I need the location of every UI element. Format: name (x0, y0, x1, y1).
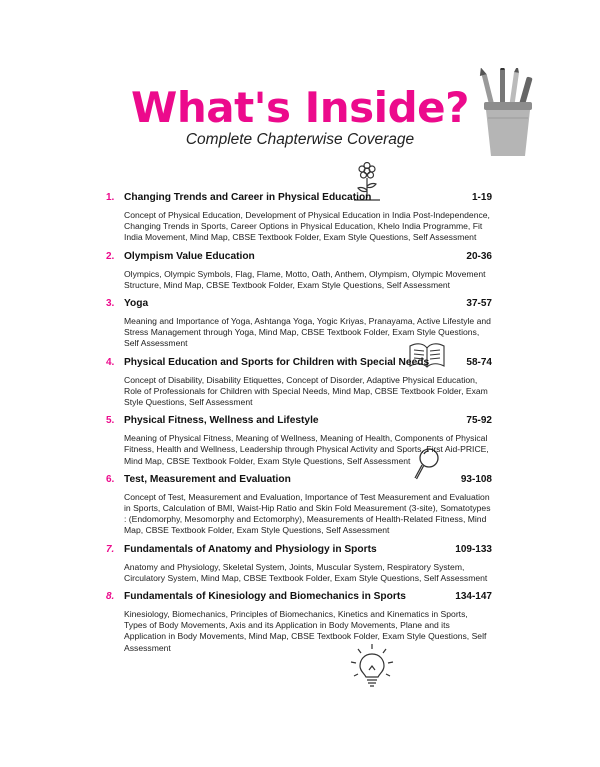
table-of-contents (106, 192, 492, 661)
chapter-title: Fundamentals of Anatomy and Physiology in Sports (124, 543, 377, 555)
chapter-title: Yoga (124, 298, 149, 310)
chapter-pages: 134-147 (455, 591, 492, 603)
chapter-4[interactable] (106, 357, 492, 409)
chapter-number: 1. (106, 192, 115, 203)
chapter-description: Olympics, Olympic Symbols, Flag, Flame, Motto, Oath, Anthem, Olympism, Olympic Movement Structure, Mind Map, CBSE Textbook Folder, Exam Style Questions, Self Assessment (124, 268, 486, 290)
chapter-pages: 93-108 (460, 473, 492, 485)
chapter-number: 6. (106, 473, 115, 485)
chapter-description: Concept of Physical Education, Development of Physical Education in India Post-Independence, Changing Trends in Sports, Career Options in Physical Education, Khelo India Programme, Fit India Movement, Mind Map, CBSE Textbook Folder, Exam Style Questions, Self Assessment (124, 210, 490, 243)
chapter-pages: 37-57 (466, 298, 492, 310)
chapter-number: 8. (106, 591, 115, 603)
chapter-pages: 75-92 (466, 415, 492, 427)
chapter-6[interactable] (106, 474, 492, 537)
chapter-description: Meaning of Physical Fitness, Meaning of Wellness, Meaning of Health, Components of Physical Fitness, Health and Wellness, Leadership through Physical Activity and Sports, First Aid-PRICE, Mind Map, CBSE Textbook Folder, Exam Style Questions, Self Assessment (124, 433, 489, 466)
chapter-pages: 58-74 (466, 356, 492, 368)
chapter-2[interactable] (106, 251, 492, 291)
chapter-7[interactable] (106, 544, 492, 584)
chapter-description: Anatomy and Physiology, Skeletal System, Joints, Muscular System, Respiratory System, Circulatory System, Mind Map, CBSE Textbook Folder, Exam Style Questions, Self Assessment (124, 561, 488, 583)
chapter-description: Concept of Disability, Disability Etiquettes, Concept of Disorder, Adaptive Physical Education, Role of Professionals for Children with Special Needs, Mind Map, CBSE Textbook Folder, Exam Style Questions, Self Assessment (124, 374, 488, 408)
chapter-description: Meaning and Importance of Yoga, Ashtanga Yoga, Yogic Kriyas, Pranayama, Active Lifestyle and Stress Management through Yoga, Mind Map, CBSE Textbook Folder, Exam Style Questions, Self Assessment (124, 316, 491, 349)
chapter-pages: 109-133 (455, 543, 492, 555)
chapter-3[interactable] (106, 298, 492, 350)
chapter-pages: 20-36 (466, 250, 492, 262)
chapter-title: Olympism Value Education (124, 250, 255, 262)
chapter-title: Physical Fitness, Wellness and Lifestyle (124, 415, 319, 427)
chapter-5[interactable] (106, 415, 492, 467)
chapter-title: Test, Measurement and Evaluation (124, 473, 291, 485)
pencil-cup-icon (478, 68, 538, 158)
chapter-number: 7. (106, 543, 115, 555)
chapter-description: Kinesiology, Biomechanics, Principles of Biomechanics, Kinetics and Kinematics in Sports, Types of Body Movements, Axis and its Application in Body Movements, Plane and its Application in Body Movements, Mind Map, CBSE Textbook Folder, Exam Style Questions, Self Assessment (124, 609, 487, 653)
chapter-description: Concept of Test, Measurement and Evaluation, Importance of Test Measurement and Evaluation in Sports, Calculation of BMI, Waist-Hip Ratio and Skin Fold Measurement (3-site), Somatotypes : (Endomorphy, Mesomorphy and Ectomorphy), Measurements of Health-Related Fitness, Mind Map, CBSE Textbook Folder, Exam Style Questions, Self Assessment (124, 491, 491, 536)
chapter-pages: 1-19 (471, 192, 492, 203)
chapter-title: Changing Trends and Career in Physical Education (124, 192, 372, 203)
page-title: What's Inside? (131, 83, 469, 132)
chapter-number: 4. (106, 356, 115, 368)
chapter-number: 3. (106, 298, 115, 310)
chapter-number: 2. (106, 250, 115, 262)
chapter-number: 5. (106, 415, 115, 427)
chapter-1[interactable] (106, 192, 492, 244)
chapter-title: Fundamentals of Kinesiology and Biomechanics in Sports (124, 591, 406, 603)
chapter-title: Physical Education and Sports for Children with Special Needs (124, 356, 430, 368)
chapter-8[interactable] (106, 591, 492, 654)
page-subtitle: Complete Chapterwise Coverage (185, 131, 415, 148)
